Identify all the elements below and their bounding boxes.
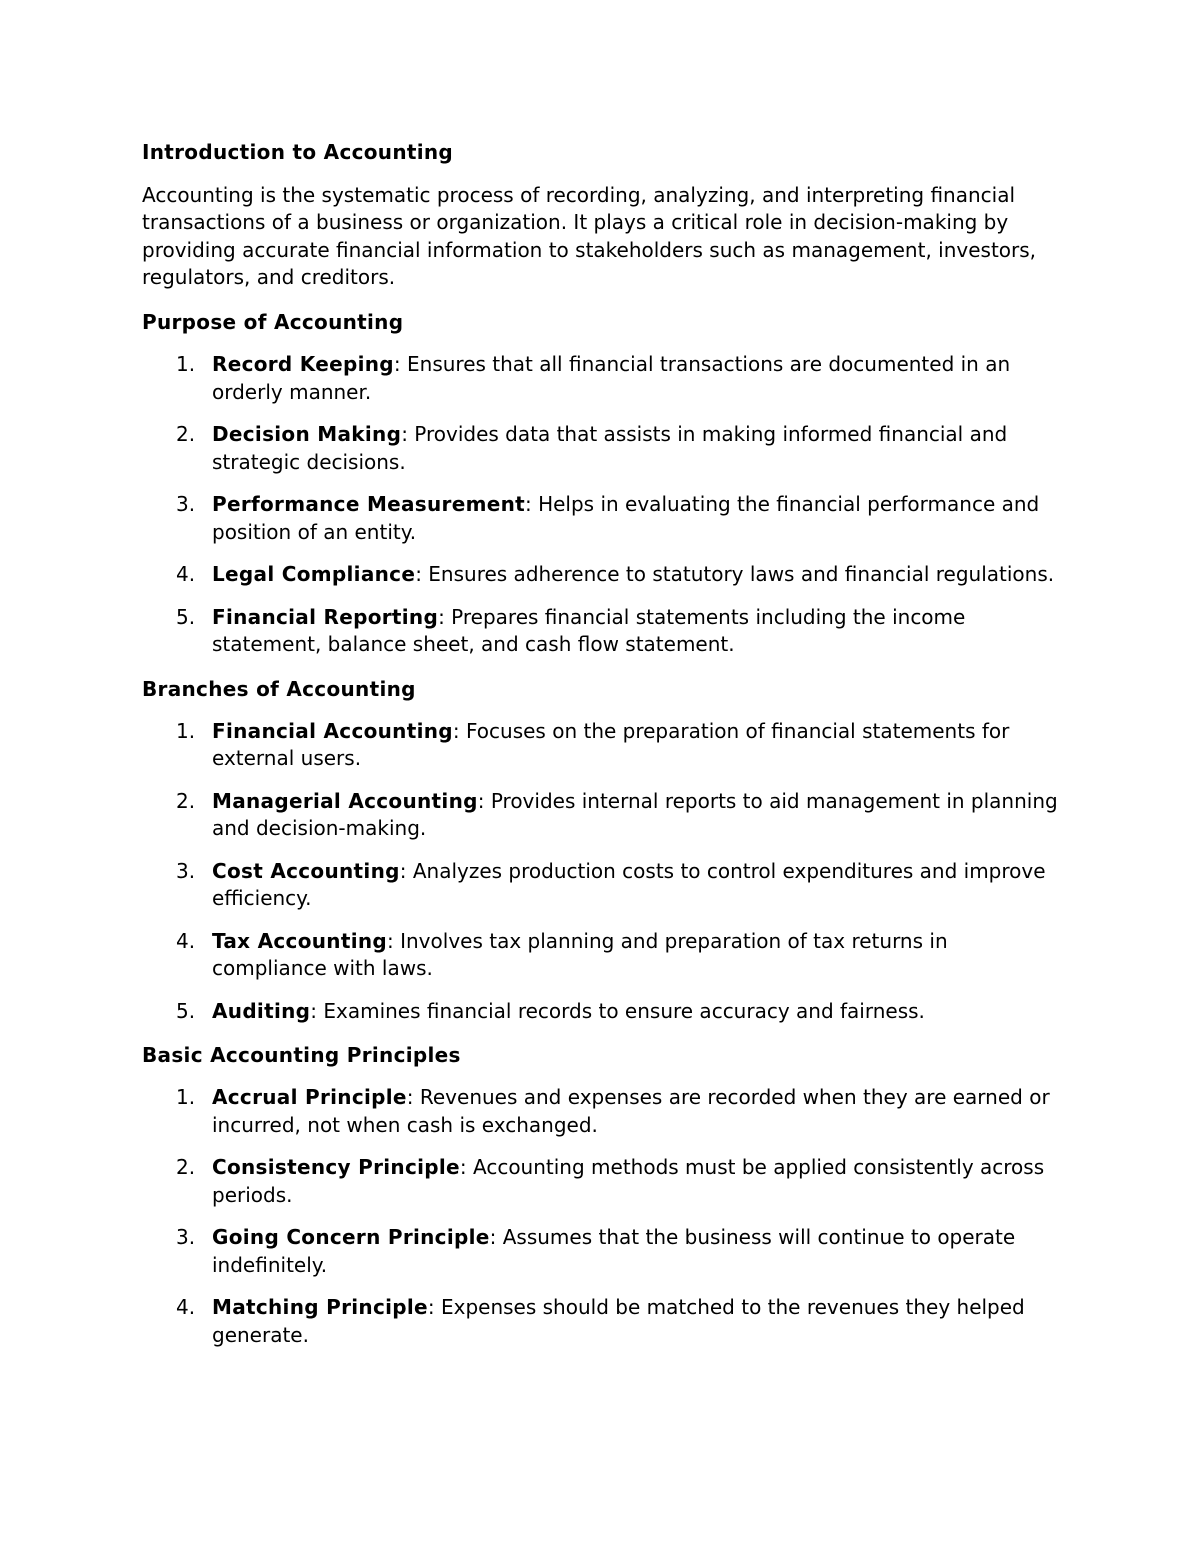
principles-list bbox=[142, 1084, 1062, 1349]
purpose-list bbox=[142, 351, 1062, 659]
list-description: : Prepares financial statements including the income statement, balance sheet, and cash flow statement. bbox=[212, 604, 966, 657]
section-heading-branches: Branches of Accounting bbox=[142, 676, 416, 701]
list-term: Cost Accounting bbox=[212, 858, 400, 883]
list-item bbox=[142, 561, 1062, 589]
list-term: Tax Accounting bbox=[212, 928, 388, 953]
list-number: 5. bbox=[176, 604, 196, 629]
list-description: : Involves tax planning and preparation of tax returns in compliance with laws. bbox=[212, 928, 948, 981]
list-description: : Provides data that assists in making informed financial and strategic decisions. bbox=[212, 422, 1008, 474]
list-description: : Assumes that the business will continue to operate indefinitely. bbox=[212, 1225, 1016, 1277]
section-heading-principles: Basic Accounting Principles bbox=[142, 1043, 461, 1068]
list-description: : Helps in evaluating the financial performance and position of an entity. bbox=[212, 492, 1040, 544]
list-item bbox=[142, 1154, 1062, 1209]
list-item bbox=[142, 928, 1062, 983]
list-number: 5. bbox=[176, 998, 196, 1023]
list-description: : Revenues and expenses are recorded when they are earned or incurred, not when cash is exchanged. bbox=[212, 1085, 1050, 1137]
list-description: : Examines financial records to ensure accuracy and fairness. bbox=[310, 998, 925, 1023]
list-term: Record Keeping bbox=[212, 352, 394, 377]
document-title: Introduction to Accounting bbox=[142, 140, 454, 164]
list-term: Matching Principle bbox=[212, 1295, 428, 1320]
list-description: : Ensures adherence to statutory laws and financial regulations. bbox=[415, 562, 1055, 587]
list-item bbox=[142, 1084, 1062, 1139]
list-item bbox=[142, 718, 1062, 773]
list-number: 2. bbox=[176, 788, 196, 813]
list-term: Accrual Principle bbox=[212, 1085, 407, 1110]
list-item bbox=[142, 1294, 1062, 1349]
list-item bbox=[142, 421, 1062, 476]
list-item bbox=[142, 351, 1062, 406]
list-term: Decision Making bbox=[212, 422, 402, 447]
list-number: 2. bbox=[176, 1155, 196, 1180]
list-number: 4. bbox=[176, 928, 196, 953]
intro-paragraph: Accounting is the systematic process of recording, analyzing, and interpreting financial transactions of a business or organization. It plays a critical role in decision-making by providing accurate financial information to stakeholders such as management, investors, regulators, and creditors. bbox=[142, 183, 1037, 289]
list-term: Financial Reporting bbox=[212, 604, 439, 629]
list-item bbox=[142, 788, 1062, 843]
list-item bbox=[142, 998, 1062, 1026]
list-number: 4. bbox=[176, 1295, 196, 1320]
document-page bbox=[142, 138, 1062, 1365]
list-number: 1. bbox=[176, 1085, 196, 1110]
list-description: : Accounting methods must be applied consistently across periods. bbox=[212, 1155, 1045, 1207]
list-number: 3. bbox=[176, 858, 196, 883]
list-description: : Expenses should be matched to the revenues they helped generate. bbox=[212, 1295, 1025, 1347]
list-number: 2. bbox=[176, 422, 196, 447]
list-term: Managerial Accounting bbox=[212, 788, 478, 813]
list-item bbox=[142, 491, 1062, 546]
list-number: 3. bbox=[176, 1225, 196, 1250]
list-term: Auditing bbox=[212, 998, 311, 1023]
list-description: : Focuses on the preparation of financial statements for external users. bbox=[212, 718, 1010, 771]
list-number: 4. bbox=[176, 562, 196, 587]
list-term: Going Concern Principle bbox=[212, 1225, 490, 1250]
list-number: 1. bbox=[176, 352, 196, 377]
branches-list bbox=[142, 718, 1062, 1026]
list-description: : Analyzes production costs to control expenditures and improve efficiency. bbox=[212, 858, 1046, 911]
list-term: Performance Measurement bbox=[212, 492, 525, 517]
list-description: : Provides internal reports to aid management in planning and decision-making. bbox=[212, 788, 1058, 841]
list-term: Legal Compliance bbox=[212, 562, 416, 587]
list-term: Financial Accounting bbox=[212, 718, 453, 743]
list-description: : Ensures that all financial transactions are documented in an orderly manner. bbox=[212, 352, 1011, 404]
list-item bbox=[142, 858, 1062, 913]
list-term: Consistency Principle bbox=[212, 1155, 460, 1180]
list-number: 3. bbox=[176, 492, 196, 517]
list-item bbox=[142, 1224, 1062, 1279]
section-heading-purpose: Purpose of Accounting bbox=[142, 310, 404, 335]
list-number: 1. bbox=[176, 718, 196, 743]
list-item bbox=[142, 604, 1062, 659]
